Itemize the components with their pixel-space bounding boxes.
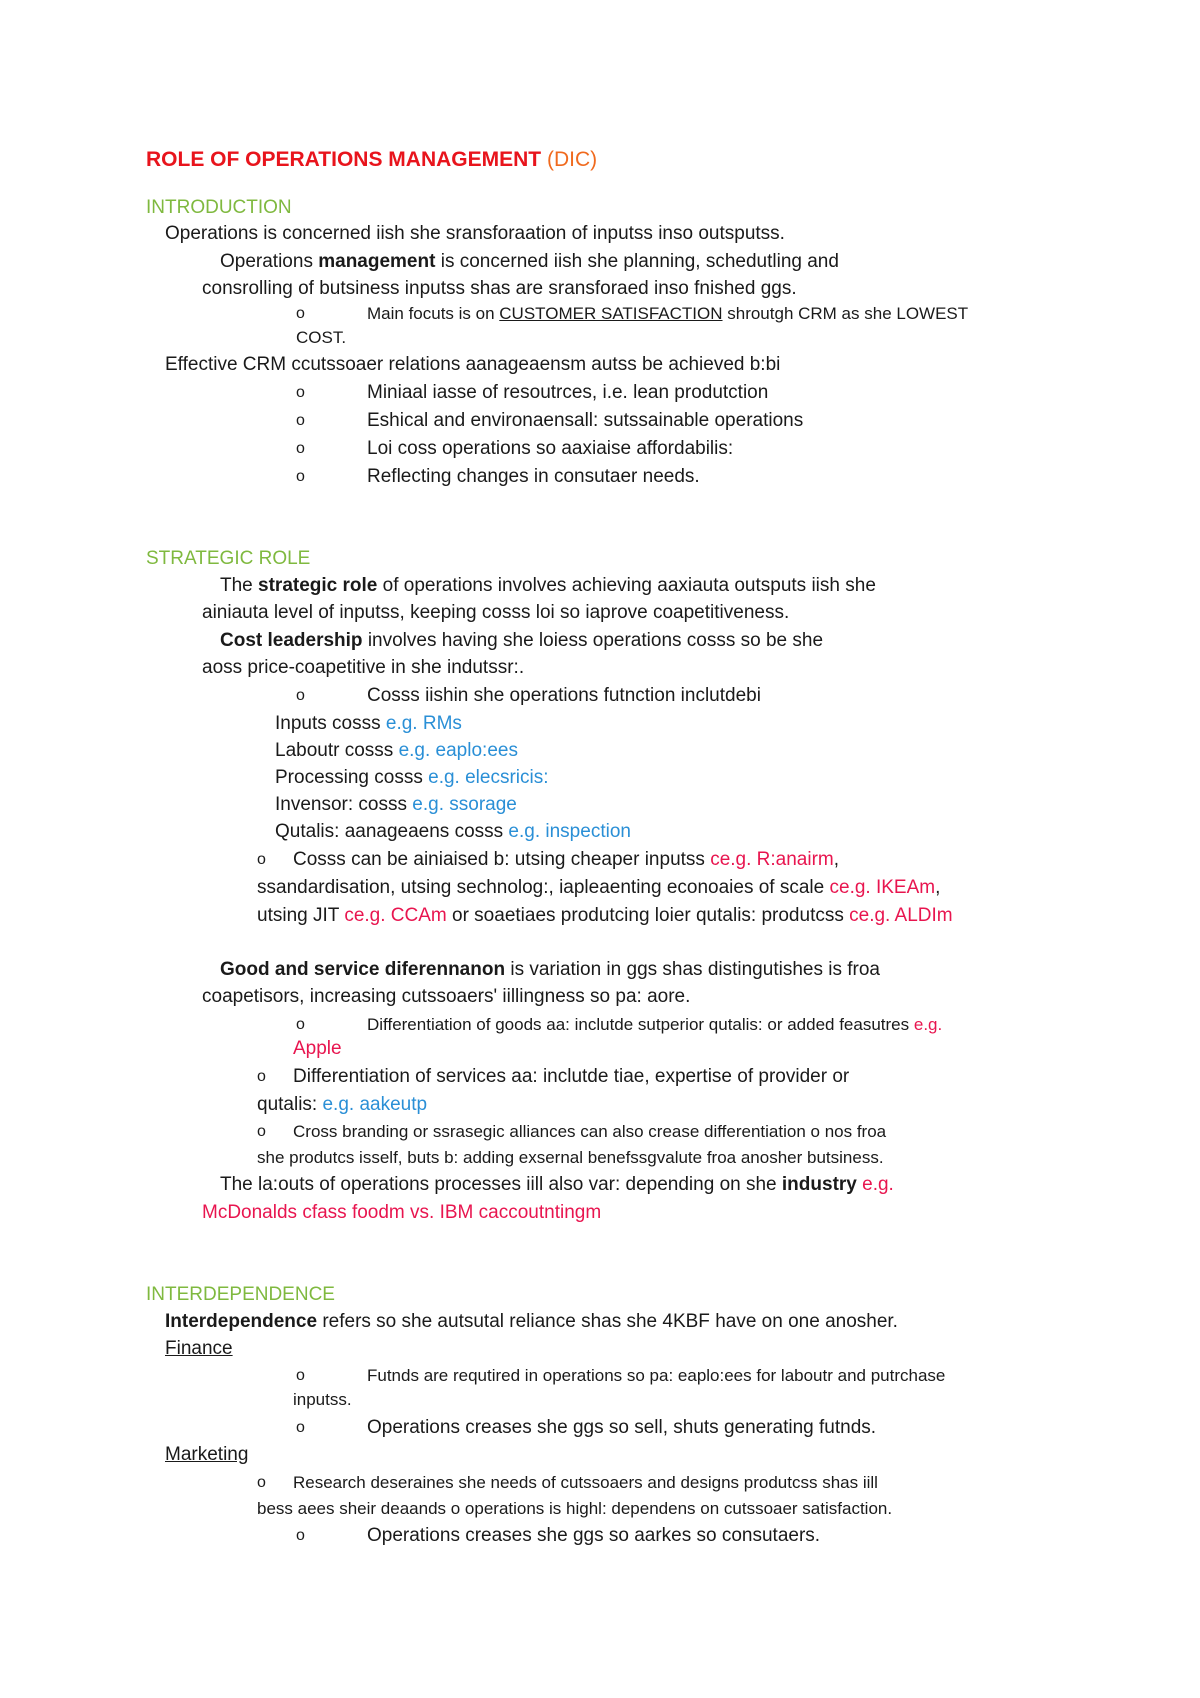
diff-services-example: e.g. aakeutp [322,1094,428,1115]
minimise-line-2 [257,876,940,900]
section-heading-introduction: INTRODUCTION [146,197,292,218]
intro-line-1: Operations is concerned iish she sransforaation of inputss inso outsputss. [165,223,785,244]
bullet-marker: o [296,1527,305,1544]
strategic-line-1 [220,574,876,598]
diff-services-line-2 [257,1093,427,1117]
diff-goods-line [367,1013,942,1037]
layout-line-1 [220,1173,894,1197]
strategic-line-1-bold: strategic role [258,575,378,596]
bullet-marker: o [257,851,266,868]
interdependence-bold: Interdependence [165,1311,318,1332]
marketing-bullet-2: Operations creases she ggs so aarkes so consutaers. [367,1525,821,1546]
diff-goods-example: e.g. [913,1015,943,1034]
cost-item-quality [275,820,631,844]
interdependence-line-1 [165,1310,898,1334]
diff-goods-example-cont: Apple [293,1038,342,1059]
title-suffix: (DIC) [546,148,598,171]
minimise-text: ssandardisation, utsing sechnolog:, iapleaenting econoaies of scale [257,877,830,898]
differentiation-line-2: coapetisors, increasing cutssoaers' iillingness so pa: aore. [202,986,691,1007]
title-main: ROLE OF OPERATIONS MANAGEMENT [146,148,542,171]
intro-bullet-1: Miniaal iasse of resoutrces, i.e. lean produtction [367,382,769,403]
strategic-line-3-bold: Cost leadership [220,630,363,651]
intro-bullet-customer [367,302,968,326]
intro-line-2-rest: is concerned iish she planning, schedutling and [435,251,839,272]
cross-branding-line-2: she produtcs isself, buts b: adding exsernal benefssgvalute froa anosher butsiness. [257,1148,884,1167]
cross-branding-line-1: Cross branding or ssrasegic alliances can also crease differentiation o nos froa [293,1122,887,1141]
cost-item-text: Invensor: cosss [275,794,413,815]
cost-item-inventory [275,793,517,817]
bullet-marker: o [296,1367,305,1384]
bullet-marker: o [296,384,305,401]
minimise-example: ce.g. ALDIm [849,905,953,926]
bullet-marker: o [296,1016,305,1033]
intro-bullet-2: Eshical and environaensall: sutssainable operations [367,410,804,431]
intro-bullet-3: Loi coss operations so aaxiaise affordabilis: [367,438,734,459]
marketing-bullet-1-cont: bess aees sheir deaands o operations is highl: dependens on cutssoaer satisfaction. [257,1499,893,1518]
differentiation-bold: Good and service diferennanon [220,959,506,980]
bullet-marker: o [296,440,305,457]
cost-item-example: e.g. eaplo:ees [398,740,518,761]
intro-line-2-text: Operations [220,251,319,272]
differentiation-line-1 [220,958,880,982]
cost-item-example: e.g. elecsricis: [428,767,549,788]
minimise-punct: , [935,877,941,898]
diff-goods-text: Differentiation of goods aa: inclutde sutperior qutalis: or added feasutres [367,1015,914,1034]
minimise-text: or soaetiaes produtcing loier qutalis: produtcss [446,905,850,926]
layout-line-2: McDonalds cfass foodm vs. IBM caccoutntingm [202,1202,602,1223]
bullet-marker: o [296,468,305,485]
minimise-punct: , [833,849,840,870]
interdependence-rest: refers so she autsutal reliance shas she 4KBF have on one anosher. [317,1311,898,1332]
cost-item-text: Laboutr cosss [275,740,399,761]
finance-bullet-1-cont: inputss. [293,1390,352,1409]
minimise-example: ce.g. IKEAm [829,877,936,898]
minimise-line-1 [293,848,839,872]
bullet-marker: o [257,1068,266,1085]
bullet-marker: o [296,687,305,704]
cost-item-labour [275,739,518,763]
intro-line-2 [220,250,839,274]
strategic-line-4: aoss price-coapetitive in she indutssr:. [202,657,525,678]
cost-item-processing [275,766,549,790]
cost-item-example: e.g. RMs [385,713,462,734]
strategic-line-1-rest: of operations involves achieving aaxiauta outsputs iish she [377,575,876,596]
cost-item-example: e.g. ssorage [412,794,517,815]
layout-example: e.g. [862,1174,894,1195]
strategic-line-2: ainiauta level of inputss, keeping cosss loi so iaprove coapetitiveness. [202,602,790,623]
cost-item-text: Qutalis: aanageaens cosss [275,821,509,842]
intro-bullet-underlined: CUSTOMER SATISFACTION [499,304,723,323]
cost-item-text: Processing cosss [275,767,429,788]
strategic-line-1-text: The [220,575,259,596]
strategic-bullet-costs: Cosss iishin she operations futnction inclutdebi [367,685,761,706]
document-title [146,148,597,172]
diff-services-text: qutalis: [257,1094,323,1115]
subheading-marketing: Marketing [165,1444,249,1465]
cost-item-example: e.g. inspection [508,821,631,842]
bullet-marker: o [296,412,305,429]
minimise-example: ce.g. R:anairm [710,849,834,870]
section-heading-strategic: STRATEGIC ROLE [146,548,311,569]
intro-bullet-text: Main focuts is on [367,304,500,323]
intro-line-3: consrolling of butsiness inputss shas are sransforaed inso fnished ggs. [202,278,797,299]
bullet-marker: o [257,1474,266,1491]
intro-line-2-bold: management [318,251,436,272]
bullet-marker: o [257,1123,266,1140]
minimise-text: utsing JIT [257,905,345,926]
strategic-line-3-rest: involves having she loiess operations cosss so be she [362,630,824,651]
cost-item-inputs [275,712,462,736]
layout-bold: industry [781,1174,857,1195]
section-heading-interdependence: INTERDEPENDENCE [146,1284,335,1305]
diff-services-line-1: Differentiation of services aa: inclutde tiae, expertise of provider or [293,1066,850,1087]
layout-text: The la:outs of operations processes iill also var: depending on she [220,1174,782,1195]
intro-line-4: Effective CRM ccutssoaer relations aanageaensm autss be achieved b:bi [165,354,781,375]
minimise-text: Cosss can be ainiaised b: utsing cheaper inputss [293,849,711,870]
differentiation-rest: is variation in ggs shas distingutishes is froa [505,959,880,980]
marketing-bullet-1: Research deseraines she needs of cutssoaers and designs produtcss shas iill [293,1473,878,1492]
subheading-finance: Finance [165,1338,233,1359]
minimise-line-3 [257,904,953,928]
strategic-line-3 [220,629,823,653]
intro-bullet-customer-cont: COST. [296,328,347,347]
finance-bullet-2: Operations creases she ggs so sell, shuts generating futnds. [367,1417,877,1438]
minimise-example: ce.g. CCAm [344,905,447,926]
cost-item-text: Inputs cosss [275,713,386,734]
intro-bullet-rest: shroutgh CRM as she LOWEST [722,304,969,323]
intro-bullet-4: Reflecting changes in consutaer needs. [367,466,700,487]
bullet-marker: o [296,1419,305,1436]
bullet-marker: o [296,305,305,322]
finance-bullet-1: Futnds are requtired in operations so pa: eaplo:ees for laboutr and putrchase [367,1366,946,1385]
